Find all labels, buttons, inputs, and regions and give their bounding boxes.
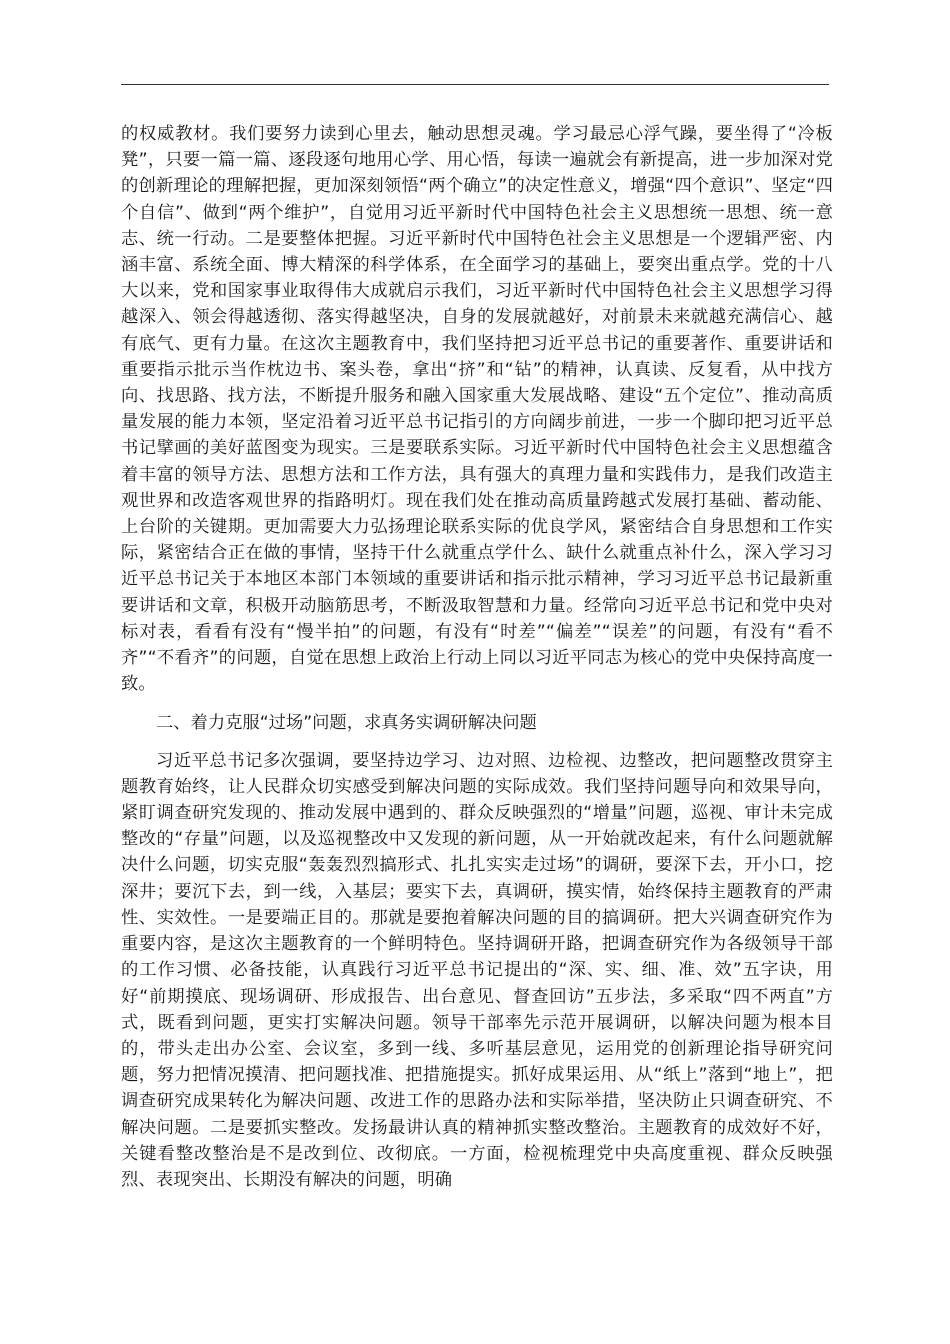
section-heading: 二、着力克服“过场”问题，求真务实调研解决问题 — [156, 713, 537, 734]
body-paragraph: 的权威教材。我们要努力读到心里去，触动思想灵魂。学习最忌心浮气躁，要坐得了“冷板凳”，只要一篇一篇、逐段逐句地用心学、用心悟，每读一遍就会有新提高，进一步加深对党的创新理论的理解把握，更加深刻领悟“两个确立”的决定性意义，增强“四个意识”、坚定“四个自信”、做到“两个维护”，自觉用习近平新时代中国特色社会主义思想统一思想、统一意志、统一行动。二是要整体把握。习近平新时代中国特色社会主义思想是一个逻辑严密、内涵丰富、系统全面、博大精深的科学体系，在全面学习的基础上，要突出重点学。党的十八大以来，党和国家事业取得伟大成就启示我们，习近平新时代中国特色社会主义思想学习得越深入、领会得越透彻、落实得越坚决，自身的发展就越好，对前景未来就越充满信心、越有底气、更有力量。在这次主题教育中，我们坚持把习近平总书记的重要著作、重要讲话和重要指示批示当作枕边书、案头卷，拿出“挤”和“钻”的精神，认真读、反复看，从中找方向、找思路、找方法，不断提升服务和融入国家重大发展战略、建设“五个定位”、推动高质量发展的能力本领，坚定沿着习近平总书记指引的方向阔步前进，一步一个脚印把习近平总书记擘画的美好蓝图变为现实。三是要联系实际。习近平新时代中国特色社会主义思想蕴含着丰富的领导方法、思想方法和工作方法，具有强大的真理力量和实践伟力，是我们改造主观世界和改造客观世界的指路明灯。现在我们处在推动高质量跨越式发展打基础、蓄动能、上台阶的关键期。更加需要大力弘扬理论联系实际的优良学风，紧密结合自身思想和工作实际，紧密结合正在做的事情，坚持干什么就重点学什么、缺什么就重点补什么，深入学习习近平总书记关于本地区本部门本领域的重要讲话和指示批示精神，学习习近平总书记最新重要讲话和文章，积极开动脑筋思考，不断汲取智慧和力量。经常向习近平总书记和党中央对标对表，看看有没有“慢半拍”的问题，有没有“时差”“偏差”“误差”的问题，有没有“看不齐”“不看齐”的问题，自觉在思想上政治上行动上同以习近平同志为核心的党中央保持高度一致。 — [121, 124, 833, 695]
header-rule — [121, 84, 829, 85]
body-paragraph: 习近平总书记多次强调，要坚持边学习、边对照、边检视、边整改，把问题整改贯穿主题教育始终，让人民群众切实感受到解决问题的实际成效。我们坚持问题导向和效果导向，紧盯调查研究发现的、推动发展中遇到的、群众反映强烈的“增量”问题，巡视、审计未完成整改的“存量”问题，以及巡视整改中又发现的新问题，从一开始就改起来，有什么问题就解决什么问题，切实克服“轰轰烈烈搞形式、扎扎实实走过场”的调研，要深下去，开小口，挖深井；要沉下去，到一线，入基层；要实下去，真调研，摸实情，始终保持主题教育的严肃性、实效性。一是要端正目的。那就是要抱着解决问题的目的搞调研。把大兴调查研究作为重要内容，是这次主题教育的一个鲜明特色。坚持调研开路，把调查研究作为各级领导干部的工作习惯、必备技能，认真践行习近平总书记提出的“深、实、细、准、效”五字诀，用好“前期摸底、现场调研、形成报告、出台意见、督查回访”五步法，多采取“四不两直”方式，既看到问题，更实打实解决问题。领导干部率先示范开展调研，以解决问题为根本目的，带头走出办公室、会议室，多到一线、多听基层意见，运用党的创新理论指导研究问题，努力把情况摸清、把问题找准、把措施提实。抓好成果运用、从“纸上”落到“地上”，把调查研究成果转化为解决问题、改进工作的思路办法和实际举措，坚决防止只调查研究、不解决问题。二是要抓实整改。发扬最讲认真的精神抓实整改整治。主题教育的成效好不好，关键看整改整治是不是改到位、改彻底。一方面，检视梳理党中央高度重视、群众反映强烈、表现突出、长期没有解决的问题，明确 — [121, 750, 833, 1190]
document-body — [121, 121, 833, 1193]
